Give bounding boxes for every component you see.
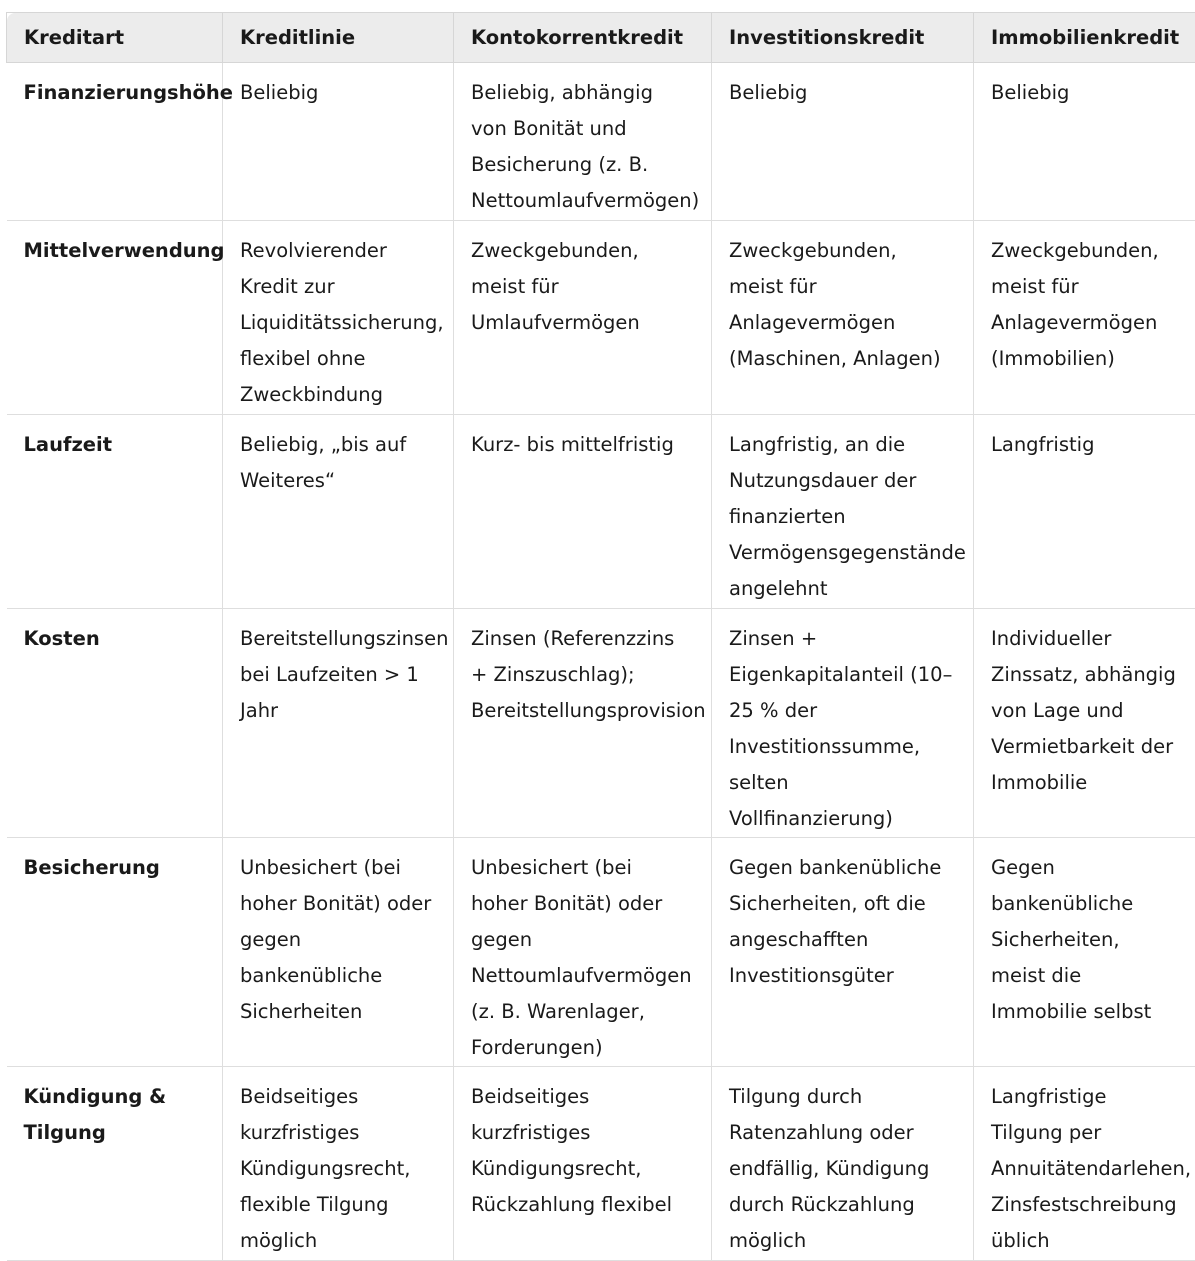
- table-cell: Individueller Zinssatz, abhängig von Lage und Vermietbarkeit der Immobilie: [974, 609, 1195, 838]
- comparison-table-container: [6, 12, 1195, 1261]
- header-kreditart: Kreditart: [7, 13, 223, 63]
- table-cell: Langfristig: [974, 415, 1195, 609]
- table-cell: Langfristig, an die Nutzungsdauer der finanzierten Vermögensgegenstände angelehnt: [712, 415, 974, 609]
- table-cell: Zweckgebunden, meist für Umlaufvermögen: [454, 221, 712, 415]
- table-cell: Gegen bankenübliche Sicherheiten, meist die Immobilie selbst: [974, 838, 1195, 1067]
- table-cell: Tilgung durch Ratenzahlung oder endfällig, Kündigung durch Rückzahlung möglich: [712, 1067, 974, 1261]
- table-row: [7, 221, 1195, 415]
- row-label: Kündigung & Tilgung: [7, 1067, 223, 1261]
- table-cell: Beliebig, „bis auf Weiteres“: [223, 415, 454, 609]
- header-immobilienkredit: Immobilienkredit: [974, 13, 1195, 63]
- table-row: [7, 838, 1195, 1067]
- table-header: [7, 13, 1195, 63]
- header-investitionskredit: Investitionskredit: [712, 13, 974, 63]
- table-cell: Beliebig, abhängig von Bonität und Besicherung (z. B. Nettoumlaufvermögen): [454, 63, 712, 221]
- table-cell: Zinsen (Referenzzins + Zinszuschlag); Bereitstellungsprovision: [454, 609, 712, 838]
- table-cell: Gegen bankenübliche Sicherheiten, oft die angeschafften Investitionsgüter: [712, 838, 974, 1067]
- row-label: Finanzierungshöhe: [7, 63, 223, 221]
- row-label: Kosten: [7, 609, 223, 838]
- table-cell: Beidseitiges kurzfristiges Kündigungsrecht, Rückzahlung flexibel: [454, 1067, 712, 1261]
- table-cell: Beliebig: [974, 63, 1195, 221]
- table-row: [7, 415, 1195, 609]
- table-cell: Zweckgebunden, meist für Anlagevermögen (Maschinen, Anlagen): [712, 221, 974, 415]
- header-row: [7, 13, 1195, 63]
- table-cell: Beliebig: [712, 63, 974, 221]
- table-row: [7, 609, 1195, 838]
- table-cell: Beidseitiges kurzfristiges Kündigungsrecht, flexible Tilgung möglich: [223, 1067, 454, 1261]
- row-label: Mittelverwendung: [7, 221, 223, 415]
- table-cell: Unbesichert (bei hoher Bonität) oder gegen bankenübliche Sicherheiten: [223, 838, 454, 1067]
- table-body: [7, 63, 1195, 1261]
- row-label: Laufzeit: [7, 415, 223, 609]
- table-cell: Revolvierender Kredit zur Liquiditätssicherung, flexibel ohne Zweckbindung: [223, 221, 454, 415]
- table-cell: Zinsen + Eigenkapitalanteil (10–25 % der Investitionssumme, selten Vollfinanzierung): [712, 609, 974, 838]
- table-cell: Beliebig: [223, 63, 454, 221]
- table-cell: Zweckgebunden, meist für Anlagevermögen (Immobilien): [974, 221, 1195, 415]
- header-kreditlinie: Kreditlinie: [223, 13, 454, 63]
- table-cell: Unbesichert (bei hoher Bonität) oder gegen Nettoumlaufvermögen (z. B. Warenlager, Forderungen): [454, 838, 712, 1067]
- credit-comparison-table: [6, 12, 1195, 1261]
- row-label: Besicherung: [7, 838, 223, 1067]
- table-cell: Kurz- bis mittelfristig: [454, 415, 712, 609]
- table-cell: Bereitstellungszinsen bei Laufzeiten > 1 Jahr: [223, 609, 454, 838]
- table-row: [7, 1067, 1195, 1261]
- table-row: [7, 63, 1195, 221]
- table-cell: Langfristige Tilgung per Annuitätendarlehen, Zinsfestschreibung üblich: [974, 1067, 1195, 1261]
- header-kontokorrentkredit: Kontokorrentkredit: [454, 13, 712, 63]
